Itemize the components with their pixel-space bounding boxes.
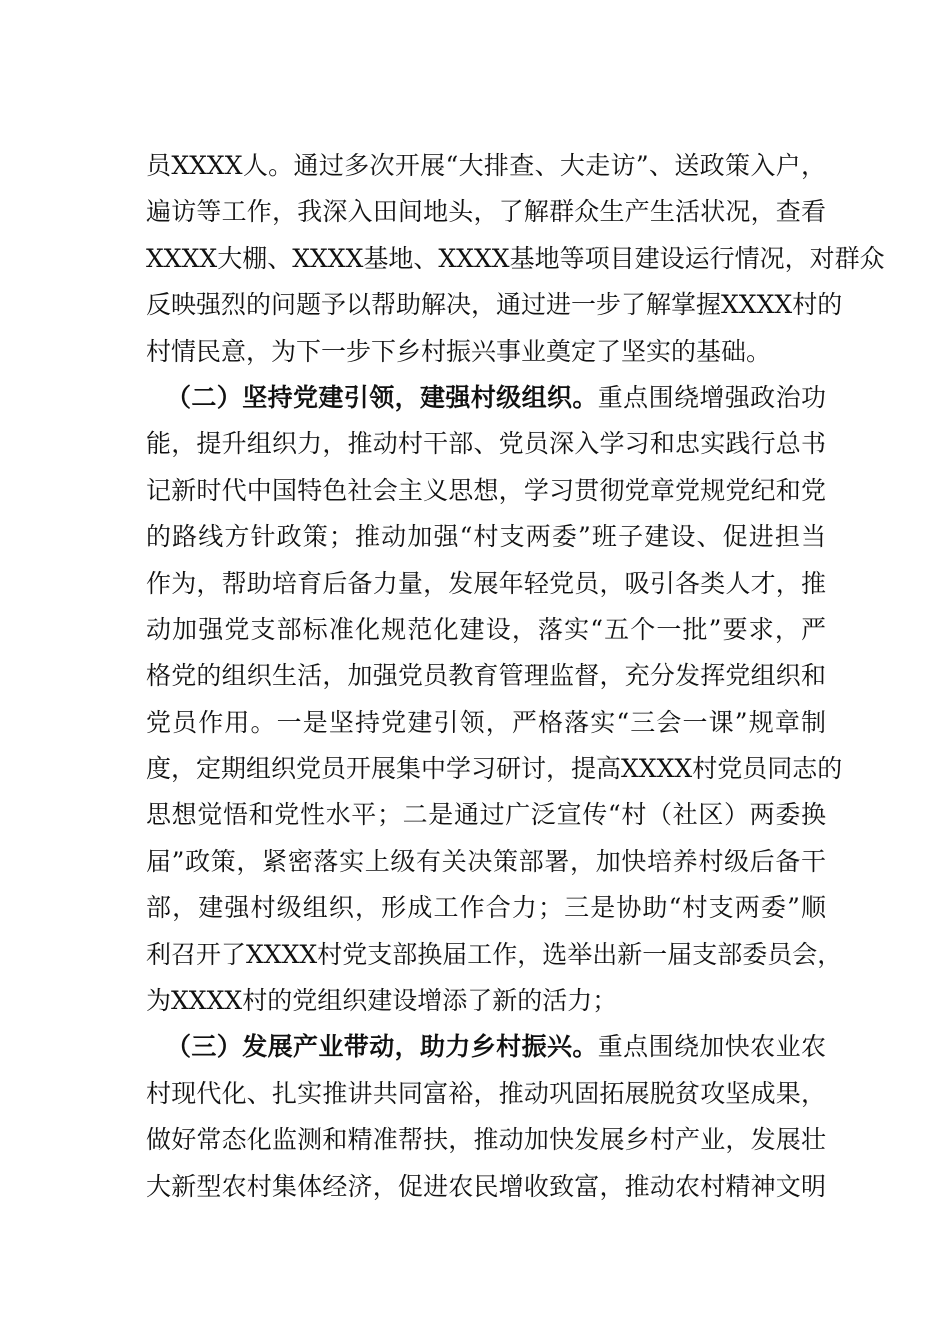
text-line: 格党的组织生活，加强党员教育管理监督，充分发挥党组织和 xyxy=(146,661,826,691)
section-heading: （二）坚持党建引领，建强村级组织。 xyxy=(166,382,598,412)
section-heading-line: （三）发展产业带动，助力乡村振兴。重点围绕加快农业农 xyxy=(166,1032,826,1062)
text-line: 思想觉悟和党性水平；二是通过广泛宣传“村（社区）两委换 xyxy=(146,800,826,830)
section-heading-line: （二）坚持党建引领，建强村级组织。重点围绕增强政治功 xyxy=(166,382,826,412)
text-line: 动加强党支部标准化规范化建设，落实“五个一批”要求，严 xyxy=(146,614,826,644)
text-line: 利召开了XXXX村党支部换届工作，选举出新一届支部委员会， xyxy=(146,939,843,969)
text-line: 大新型农村集体经济，促进农民增收致富，推动农村精神文明 xyxy=(146,1171,826,1201)
text-line: 村情民意，为下一步下乡村振兴事业奠定了坚实的基础。 xyxy=(146,336,772,366)
text-line: 届”政策，紧密落实上级有关决策部署，加快培养村级后备干 xyxy=(146,846,826,876)
text-line: XXXX大棚、XXXX基地、XXXX基地等项目建设运行情况，对群众 xyxy=(146,243,885,273)
text-line: 的路线方针政策；推动加强“村支两委”班子建设、促进担当 xyxy=(146,522,826,552)
text-line: 作为，帮助培育后备力量，发展年轻党员，吸引各类人才，推 xyxy=(146,568,826,598)
section-heading: （三）发展产业带动，助力乡村振兴。 xyxy=(166,1032,598,1062)
text-line: 遍访等工作，我深入田间地头，了解群众生产生活状况，查看 xyxy=(146,197,826,227)
text-line: 村现代化、扎实推讲共同富裕，推动巩固拓展脱贫攻坚成果， xyxy=(146,1078,826,1108)
text-line: 记新时代中国特色社会主义思想，学习贯彻党章党规党纪和党 xyxy=(146,475,826,505)
text-line: 员XXXX人。通过多次开展“大排查、大走访”、送政策入户， xyxy=(146,151,826,180)
text-line: 反映强烈的问题予以帮助解决，通过进一步了解掌握XXXX村的 xyxy=(146,290,843,320)
body-text xyxy=(146,143,885,1210)
text-line: 度，定期组织党员开展集中学习研讨，提高XXXX村党员同志的 xyxy=(146,754,843,784)
text-line: 为XXXX村的党组织建设增添了新的活力； xyxy=(146,986,618,1016)
text-line: 能，提升组织力，推动村干部、党员深入学习和忠实践行总书 xyxy=(146,429,826,459)
text-line: 部，建强村级组织，形成工作合力；三是协助“村支两委”顺 xyxy=(146,893,826,923)
text-line: 党员作用。一是坚持党建引领，严格落实“三会一课”规章制 xyxy=(146,707,826,737)
text-line: 做好常态化监测和精准帮扶，推动加快发展乡村产业，发展壮 xyxy=(146,1125,826,1155)
